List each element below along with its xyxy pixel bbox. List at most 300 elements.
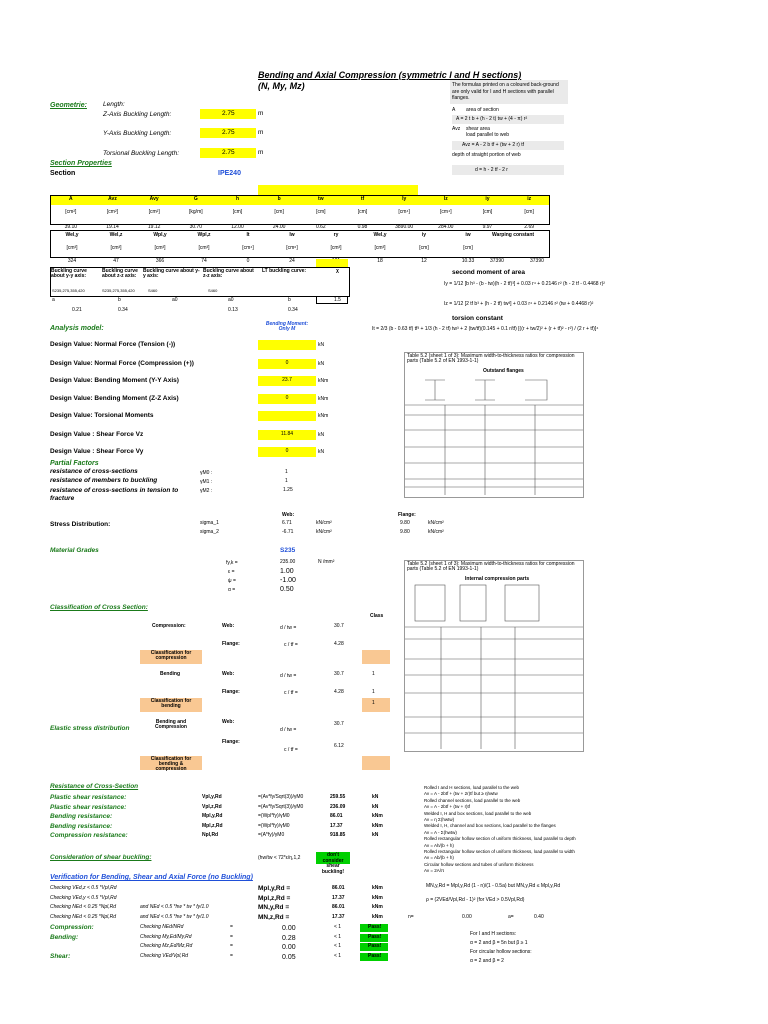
props-u1-7: [cm] <box>357 209 368 215</box>
chi-value-cell[interactable] <box>316 296 348 304</box>
props-h2-8: iy <box>421 232 427 238</box>
right-note-10: Rolled rectangular hollow section of uniform thickness, load parallel to width <box>424 849 575 854</box>
res-label-1: Plastic shear resistance: <box>50 803 127 811</box>
material-grade[interactable]: S235 <box>280 547 296 554</box>
right-note-9: Av = Ah/(b + h) <box>424 842 454 848</box>
res-sym-0: Vpl,y,Rd <box>202 794 222 800</box>
check-value-2: 0.00 <box>282 944 296 951</box>
props-h2-0: Wel,y <box>65 232 79 238</box>
section-heading: Section Properties <box>50 160 112 167</box>
check-eq-2: = <box>230 943 233 949</box>
analysis-model[interactable]: Bending Moment: Only M <box>265 321 309 332</box>
n-label: n= <box>408 914 414 920</box>
material-heading: Material Grades <box>50 547 99 554</box>
stress-web-1: -6.71 <box>282 529 294 535</box>
table1-subtitle: Outstand flanges <box>483 368 524 374</box>
Avz-label: Avz <box>452 126 461 132</box>
res-sym-1: Vpl,z,Rd <box>202 803 222 810</box>
analysis-label-6: Design Value : Shear Force Vy <box>50 448 144 455</box>
ver-sym-3: MN,z,Rd = <box>258 913 290 921</box>
res-formula-2: =(Wpl*fy)/γM0 <box>258 813 290 819</box>
right-note-7: Av = A - Σ(hwtw) <box>424 829 457 835</box>
curve-value-2: 0.13 <box>228 307 238 313</box>
analysis-label-3: Design Value: Bending Moment (Z-Z Axis) <box>50 395 179 402</box>
curve-letter-3: a0 <box>228 297 234 303</box>
analysis-unit-0: kN <box>318 342 325 348</box>
ver-value-0: 86.01 <box>332 885 345 891</box>
props-v1-7: 0.98 <box>357 224 368 230</box>
ch-formula: α = 2 and β = 2 <box>470 958 504 964</box>
analysis-unit-3: kNm <box>318 396 329 402</box>
res-sym-3: Mpl,z,Rd <box>202 822 223 829</box>
props-u1-8: [cm⁴] <box>398 209 410 215</box>
right-note-3: Av = A - 2btf + (tw + r)tf <box>424 804 471 810</box>
check-result-0: Pass! <box>368 924 382 930</box>
ver-value-2: 86.01 <box>332 904 345 910</box>
props-h1-0: A <box>69 196 73 202</box>
props-h2-3: Wpl,z <box>197 232 211 238</box>
Avz-desc2: load parallel to web <box>466 132 510 138</box>
props-u1-5: [cm] <box>274 209 284 215</box>
res-value-1: 236.09 <box>330 803 346 810</box>
note-box <box>450 80 568 104</box>
curve-h2: Buckling curve about y-y axis: <box>143 268 200 279</box>
props-v1-3: 30.70 <box>189 224 203 230</box>
ver-extra-3: and NEd < 0.5 *hw * tw * fy/1.0 <box>140 913 209 920</box>
table2-sketch <box>405 583 583 749</box>
analysis-label-0: Design Value: Normal Force (Tension (-)) <box>50 341 176 348</box>
ver-unit-3: kNm <box>372 913 383 920</box>
props-v2-1: 47 <box>113 258 119 264</box>
shear-buckling-formula: (hw/tw < 72*ε/η,1,2 <box>258 855 301 861</box>
right-note-11: Av = Ab/(b + h) <box>424 855 454 861</box>
ver-extra-2: and NEd < 0.5 *hw * tw * fy/1.0 <box>140 904 209 910</box>
props-u1-1: [cm²] <box>106 209 119 215</box>
stress-unit-0: kN/cm² <box>316 520 332 526</box>
analysis-value-2: 23.7 <box>282 377 292 383</box>
page-title: Bending and Axial Compression (symmetric I and H sections) <box>258 70 522 80</box>
stress-unit-1: kN/cm² <box>316 529 332 535</box>
eps-label: ε = <box>228 569 235 575</box>
res-unit-1: kN <box>372 803 379 810</box>
ver-label-2: Checking NEd < 0.25 *Npl,Rd <box>50 904 117 910</box>
analysis-unit-4: kNm <box>318 413 329 419</box>
curve-sub-3: S460 <box>208 288 218 293</box>
res-value-4: 918.85 <box>330 832 346 838</box>
props-v2-9: 10.33 <box>461 258 475 264</box>
warping-constant-label: Warping constant <box>492 232 535 238</box>
props-v1-8: 3890.00 <box>395 224 414 230</box>
res-sym-2: Mpl,y,Rd <box>202 813 223 819</box>
bend-flange: Flange: <box>222 689 240 695</box>
props-v1-1: 19.14 <box>106 224 119 230</box>
res-formula-4: =(A*fy)/γM0 <box>258 832 285 838</box>
right-note-4: Welded I, H and box sections, load parallel to the web <box>424 810 532 816</box>
check-label-1: Bending: <box>50 933 79 941</box>
props-v2-2: 366 <box>155 258 165 264</box>
props-h1-6: tw <box>318 196 324 202</box>
analysis-unit-1: kN <box>318 361 325 367</box>
stress-funit-0: kN/cm² <box>428 520 444 526</box>
props-u2-2: [cm³] <box>154 245 166 251</box>
res-value-2: 86.01 <box>330 813 343 819</box>
geom-value-z: 2.75 <box>222 110 235 117</box>
props-u2-8: [cm] <box>419 245 429 251</box>
classification-heading: Classification of Cross Section: <box>50 604 148 611</box>
ch-title: For circular hollow sections: <box>470 949 532 955</box>
geom-label-y: Y-Axis Buckling Length: <box>103 130 172 137</box>
check-value-3: 0.05 <box>282 953 296 961</box>
props-h1-2: Avy <box>149 196 159 202</box>
curve-letter-0: a <box>52 297 55 303</box>
res-formula-1: =(Av*fy/Sqrt(3))/γM0 <box>258 803 304 810</box>
geom-unit-t: m <box>258 149 264 156</box>
props-v2-7: 18 <box>377 258 383 264</box>
ih-title: For I and H sections: <box>470 931 517 937</box>
check-label-0: Compression: <box>50 924 94 931</box>
ver-label-3: Checking NEd < 0.25 *Npl,Rd <box>50 913 117 920</box>
right-note-2: Rolled channel sections, load parallel to the web <box>424 797 521 803</box>
props-v2-10: 37390 <box>490 258 504 264</box>
check-result-3: Pass! <box>368 952 382 959</box>
comp-web: Web: <box>222 623 235 629</box>
ver-value-3: 17.37 <box>332 913 345 920</box>
a-label: a= <box>508 914 514 920</box>
curve-letter-5: 1.5 <box>334 297 341 303</box>
torsion-label: torsion constant <box>452 315 503 322</box>
curve-h1: Buckling curve about z-z axis: <box>102 268 138 279</box>
geom-label-z: Z-Axis Buckling Length: <box>103 111 172 118</box>
stress-name-0: sigma_1 <box>200 520 219 526</box>
geom-value-t: 2.75 <box>222 149 235 156</box>
check-cmp-1: < 1 <box>334 933 342 940</box>
props-h1-11: iz <box>527 196 532 202</box>
curve-value-0: 0.21 <box>72 307 82 313</box>
bc-flange: Flange: <box>222 739 240 745</box>
bc-flange-ratio: c / tf = <box>284 747 298 753</box>
props-u2-0: [cm³] <box>66 245 78 251</box>
geom-label-t: Torsional Buckling Length: <box>103 150 180 157</box>
props-h2-1: Wel,z <box>109 232 123 238</box>
bc-web-value: 30.7 <box>334 721 344 727</box>
props-u1-4: [cm] <box>232 209 243 215</box>
comp-flange-value: 4.28 <box>334 641 344 647</box>
res-unit-4: kN <box>372 832 379 838</box>
class-head: Class <box>370 613 384 619</box>
props-h2-4: It <box>246 232 250 238</box>
res-value-3: 17.37 <box>330 822 343 829</box>
analysis-label-2: Design Value: Bending Moment (Y-Y Axis) <box>50 377 179 384</box>
stress-label: Stress Distribution: <box>50 521 111 528</box>
eps-value: 1.00 <box>280 568 294 575</box>
shear-buckling-result: don't consider shear buckling! <box>321 852 345 875</box>
bend-box-class: 1 <box>372 700 375 706</box>
curve-h4: LT buckling curve: <box>262 268 307 274</box>
ver-value-1: 17.37 <box>332 894 345 901</box>
ver-sym-0: Mpl,y,Rd = <box>258 885 291 892</box>
check-check-3: Checking VEd/Vpl,Rd <box>140 952 189 959</box>
props-v1-4: 12.00 <box>231 224 244 230</box>
section-label: Section <box>50 170 76 177</box>
curve-h5: χ <box>336 268 339 274</box>
props-h1-5: b <box>277 196 281 202</box>
curve-sub-0: S235,275,355,420 <box>52 288 85 293</box>
props-v2-0: 324 <box>67 258 77 264</box>
props-u1-3: [kg/m] <box>189 209 203 215</box>
ver-unit-1: kNm <box>372 894 383 901</box>
props-v1-6: 0.62 <box>315 224 326 230</box>
bc-label: Bending and Compression <box>155 719 187 730</box>
stress-funit-1: kN/cm² <box>428 529 444 535</box>
partial-sym-2: γM2 : <box>200 488 213 494</box>
bend-flange-value: 4.28 <box>334 689 344 695</box>
comp-flange-ratio: c / tf = <box>284 642 298 648</box>
check-eq-0: = <box>230 924 233 930</box>
ver-label-0: Checking VEd,z < 0.5 *Vpl,Rd <box>50 885 117 891</box>
length-label: Length: <box>103 101 125 108</box>
geom-value-y: 2.75 <box>222 129 235 136</box>
props-h2-9: iw <box>465 232 471 238</box>
props-v1-5: 24.00 <box>272 224 286 230</box>
comp-class-text: Classification for compression <box>150 650 192 661</box>
check-value-0: 0.00 <box>282 925 296 932</box>
bend-web-ratio: d / tw = <box>280 673 297 679</box>
props-u2-9: [cm] <box>463 245 473 251</box>
table2-title: Table 5.2 (sheet 1 of 3): Maximum width-to-thickness ratios for compression parts (Table 5.2 of EN 1993-1-1) <box>407 561 575 572</box>
props-h1-1: Avz <box>108 196 117 202</box>
res-label-3: Bending resistance: <box>50 822 113 830</box>
bend-flange-ratio: c / tf = <box>284 690 298 696</box>
Iz-formula: Iz = 1/12 [2 tf b³ + (h - 2 tf) tw³] + 0.03 r⁴ + 0.2146 r² (tw + 0.4468 r)² <box>444 301 594 307</box>
comp-class-result <box>362 650 390 664</box>
analysis-input-0[interactable] <box>258 340 316 350</box>
props-h1-8: Iy <box>402 196 407 202</box>
check-eq-3: = <box>230 952 233 959</box>
curve-letter-4: b <box>288 297 291 303</box>
props-h1-3: G <box>193 196 198 202</box>
psi-value: -1.00 <box>280 577 296 584</box>
stress-flange-1: 9.80 <box>400 529 410 535</box>
stress-web-0: 6.71 <box>282 520 292 526</box>
props-u1-0: [cm²] <box>65 209 77 215</box>
stress-name-1: sigma_2 <box>200 529 219 535</box>
table1-sketch <box>405 375 583 495</box>
analysis-input-4[interactable] <box>258 411 316 421</box>
section-value[interactable]: IPE240 <box>218 170 241 177</box>
page-subtitle: (N, My, Mz) <box>258 81 305 91</box>
alpha-label: α = <box>228 587 236 593</box>
comp-label: Compression: <box>152 623 186 629</box>
geometry-heading: Geometrie: <box>50 102 87 109</box>
It-formula: It = 2/3 (b - 0.63 tf) tf³ + 1/3 (h - 2 tf) tw³ + 2 (tw/tf)(0.145 + 0.1 r/tf) [((r + tw/2)² + (r + tf)² - r²) / (2 r + tf)]⁴ <box>372 326 599 332</box>
partial-value-2: 1.25 <box>283 487 293 493</box>
check-check-2: Checking Mz,Ed/Mz,Rd <box>140 943 193 949</box>
ih-formula: α = 2 and β = 5n but β ≥ 1 <box>470 940 528 946</box>
curve-sub-2: S460 <box>148 288 158 293</box>
check-result-2: Pass! <box>368 943 382 949</box>
partial-sym-0: γM0 : <box>200 470 213 476</box>
n-value: 0.00 <box>462 914 472 920</box>
right-note-13: Av = 2A/π <box>424 868 445 874</box>
partial-value-0: 1 <box>285 469 288 475</box>
bend-class-result <box>362 698 390 712</box>
res-formula-3: =(Wpl*fy)/γM0 <box>258 822 290 829</box>
curve-letter-2: a0 <box>172 297 178 303</box>
A-label: A <box>452 107 456 113</box>
props-u1-6: [cm] <box>316 209 326 215</box>
bend-web-class: 1 <box>372 671 375 677</box>
curve-letter-1: b <box>118 297 121 303</box>
props-v1-10: 9.97 <box>482 224 493 230</box>
shear-buckling-label: Consideration of shear buckling: <box>50 854 152 861</box>
props-v1-9: 284.00 <box>438 224 454 230</box>
fy-unit: N /mm² <box>318 559 335 565</box>
right-note-0: Rolled I and H sections, load parallel to the web <box>424 785 520 790</box>
analysis-value-3: 0 <box>285 395 289 401</box>
res-label-4: Compression resistance: <box>50 832 128 839</box>
ver-label-1: Checking VEd,y < 0.5 *Vpl,Rd <box>50 894 117 901</box>
right-note-12: Circular hollow sections and tubes of uniform thickness <box>424 861 534 867</box>
rho-formula: ρ = (2VEd/Vpl,Rd - 1)² (for VEd > 0.5Vpl,Rd) <box>426 897 525 903</box>
resistance-heading: Resistance of Cross-Section <box>50 783 139 790</box>
check-label-3: Shear: <box>50 952 71 960</box>
props-h1-9: Iz <box>443 196 448 202</box>
check-check-1: Checking My,Ed/My,Rd <box>140 933 192 940</box>
table1-title: Table 5.2 (sheet 1 of 3): Maximum width-to-thickness ratios for compression parts (Table 5.2 of EN 1993-1-1) <box>407 353 575 364</box>
partial-heading: Partial Factors <box>50 460 99 467</box>
analysis-heading: Analysis model: <box>50 325 104 332</box>
check-result-1: Pass! <box>368 933 382 940</box>
props-yellow-cell <box>316 259 348 267</box>
geom-unit-z: m <box>258 110 264 117</box>
props-u1-10: [cm] <box>482 209 493 215</box>
analysis-label-5: Design Value : Shear Force Vz <box>50 431 144 438</box>
bc-class-text: Classification for bending & compression <box>150 756 192 772</box>
bc-flange-value: 6.12 <box>334 743 344 749</box>
analysis-unit-2: kNm <box>318 378 329 384</box>
res-unit-0: kN <box>372 794 379 800</box>
analysis-value-6: 0 <box>285 448 289 454</box>
props-h2-5: Iw <box>289 232 295 238</box>
props-u2-4: [cm⁴] <box>242 245 254 251</box>
partial-label-0: resistance of cross-sections <box>50 468 138 475</box>
bc-web-ratio: d / tw = <box>280 727 297 733</box>
props-v2-11: 37390 <box>530 258 544 264</box>
curve-sub-1: S235,275,355,420 <box>102 288 135 293</box>
analysis-value-1: 0 <box>285 360 289 366</box>
props-u1-9: [cm⁴] <box>440 209 452 215</box>
elastic-label: Elastic stress distribution <box>50 725 130 732</box>
curve-h0: Buckling curve about y-y axis: <box>51 268 87 279</box>
props-u2-5: [cm⁶] <box>286 245 298 251</box>
props-h1-4: h <box>235 196 240 202</box>
fy-value: 235.00 <box>280 559 296 565</box>
props-v2-5: 24 <box>289 258 295 264</box>
comp-web-value: 30.7 <box>334 623 344 629</box>
Iy-formula: Iy = 1/12 [b h³ - (b - tw)(h - 2 tf)³] + 0.03 r⁴ + 0.2146 r² (h - 2 tf - 0.4468 r)² <box>444 281 605 287</box>
a-value: 0.40 <box>534 914 544 920</box>
check-cmp-2: < 1 <box>334 943 342 949</box>
verification-heading: Verification for Bending, Shear and Axial Force (no Buckling) <box>50 874 253 881</box>
check-value-1: 0.28 <box>282 934 296 942</box>
fy-label: fy,k = <box>226 560 238 566</box>
table-5-2-internal <box>404 560 584 752</box>
ver-sym-1: Mpl,z,Rd = <box>258 894 291 902</box>
props-v2-4: 0 <box>246 258 250 264</box>
bc-class-result <box>362 756 390 770</box>
props-v1-11: 2.69 <box>524 224 535 230</box>
ver-sym-2: MN,y,Rd = <box>258 904 290 911</box>
props-u2-6: [cm³] <box>330 245 342 251</box>
props-h2-7: Wel,y <box>373 232 387 238</box>
psi-label: ψ = <box>228 578 236 584</box>
right-note-1: Av = A - 2btf + (tw + 2r)tf but ≥ ηhwtw <box>424 791 498 797</box>
table-5-2-outstand <box>404 352 584 498</box>
props-h1-10: iy <box>485 196 490 202</box>
stress-flange-head: Flange: <box>398 512 416 518</box>
A-formula: A = 2 t b + (h - 2 t) tw + (4 - π) r² <box>456 116 528 122</box>
d-formula-box <box>452 165 564 175</box>
props-h2-2: Wpl,y <box>153 232 167 238</box>
res-label-0: Plastic shear resistance: <box>50 794 127 801</box>
mny-formula: MN,y,Rd = Mpl,y,Rd (1 - n)/(1 - 0.5a) but MN,y,Rd ≤ Mpl,y,Rd <box>426 883 561 889</box>
analysis-label-4: Design Value: Torsional Moments <box>50 412 154 419</box>
props-v2-8: 12 <box>421 258 427 264</box>
bend-web-value: 30.7 <box>334 671 344 677</box>
props-v1-0: 39.10 <box>64 224 78 230</box>
analysis-unit-5: kN <box>318 432 325 438</box>
stress-web-head: Web: <box>282 512 295 518</box>
check-check-0: Checking NEd/NRd <box>140 924 184 930</box>
comp-flange: Flange: <box>222 641 240 647</box>
bend-label: Bending <box>160 671 180 677</box>
res-label-2: Bending resistance: <box>50 813 113 820</box>
props-h1-7: tf <box>360 196 365 202</box>
bend-web: Web: <box>222 671 235 677</box>
bc-web: Web: <box>222 719 235 725</box>
second-moment-label: second moment of area <box>452 269 525 276</box>
res-unit-2: kNm <box>372 813 383 819</box>
props-v2-3: 74 <box>201 258 207 264</box>
partial-label-1: resistance of members to buckling <box>50 477 158 484</box>
curve-value-4: 0.34 <box>288 307 298 313</box>
res-value-0: 259.55 <box>330 794 346 800</box>
bend-flange-class: 1 <box>372 689 375 695</box>
table2-subtitle: Internal compression parts <box>465 576 530 582</box>
props-v1-2: 19.12 <box>147 224 161 230</box>
partial-value-1: 1 <box>285 478 288 484</box>
check-cmp-3: < 1 <box>334 952 342 959</box>
check-cmp-0: < 1 <box>334 924 342 930</box>
props-u2-3: [cm³] <box>198 245 210 251</box>
res-formula-0: =(Av*fy/Sqrt(3))/γM0 <box>258 794 304 800</box>
analysis-label-1: Design Value: Normal Force (Compression (+)) <box>50 360 194 367</box>
d-desc: depth of straight portion of web <box>452 152 521 158</box>
props-u1-2: [cm²] <box>148 209 160 215</box>
geom-unit-y: m <box>258 129 264 136</box>
curve-h3: Buckling curve about z-z axis: <box>203 268 254 279</box>
analysis-value-5: 11.84 <box>280 431 294 437</box>
res-unit-3: kNm <box>372 822 383 829</box>
comp-web-ratio: d / tw = <box>280 625 297 631</box>
props-u1-11: [cm] <box>524 209 534 215</box>
right-note-8: Rolled rectangular hollow section of uniform thickness, load parallel to depth <box>424 836 576 842</box>
partial-sym-1: γM1 : <box>200 479 213 485</box>
note-text: The formulas printed on a coloured back-ground are only valid for I and H sections with parallel flanges. <box>452 82 559 101</box>
right-note-5: Av = η Σ(hwtw) <box>424 817 455 822</box>
res-sym-4: Npl,Rd <box>202 832 219 838</box>
Avz-desc: shear area <box>466 126 490 132</box>
